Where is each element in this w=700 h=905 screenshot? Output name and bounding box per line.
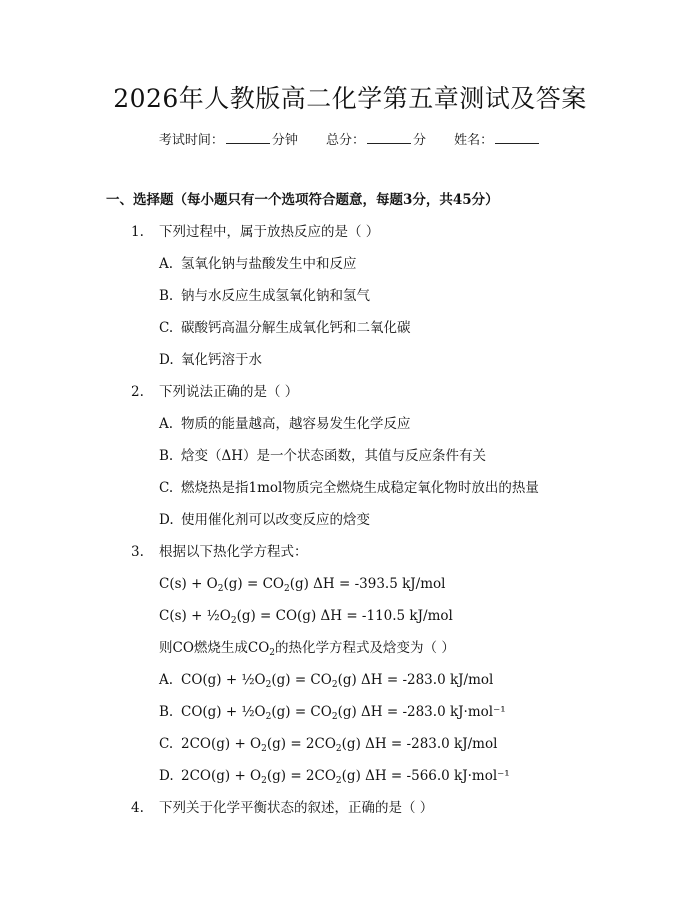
q3-option-a xyxy=(159,670,493,690)
q1-option-b xyxy=(159,286,370,306)
equation-part: (g) = 2CO xyxy=(266,768,336,784)
time-label: 考试时间： xyxy=(158,133,224,148)
ask-part: 则CO燃烧生成CO xyxy=(159,640,270,656)
equation-part: CO(g) + ½O xyxy=(181,672,266,688)
question-number: 2. xyxy=(131,384,144,400)
score-unit: 分 xyxy=(413,133,427,148)
equation-part: (g) = 2CO xyxy=(266,736,336,752)
equation-part: (g) ΔH = -283.0 kJ/mol xyxy=(337,672,494,688)
equation-part: C(s) + O xyxy=(159,576,218,592)
option-text: 氢氧化钠与盐酸发生中和反应 xyxy=(181,256,357,272)
q1-option-a xyxy=(159,254,357,274)
option-letter: C. xyxy=(159,480,174,496)
q3-equation-2 xyxy=(159,606,453,626)
equation-part: (g) = CO xyxy=(271,672,332,688)
question-stem: 根据以下热化学方程式： xyxy=(159,544,308,560)
subscript: 2 xyxy=(331,712,338,722)
time-blank xyxy=(226,131,270,144)
q3-option-d xyxy=(159,766,510,786)
equation-part: C(s) + ½O xyxy=(159,608,231,624)
question-number: 1. xyxy=(131,224,144,240)
question-3 xyxy=(131,542,308,562)
q3-option-c xyxy=(159,734,497,754)
exam-time xyxy=(159,131,298,151)
subscript: 2 xyxy=(335,744,342,754)
name-label: 姓名： xyxy=(454,133,494,148)
q2-option-a xyxy=(159,414,411,434)
equation-part: (g) ΔH = -566.0 kJ·mol⁻¹ xyxy=(341,768,510,784)
subscript: 2 xyxy=(331,680,338,690)
option-letter: B. xyxy=(159,288,174,304)
question-stem: 下列过程中，属于放热反应的是（ ） xyxy=(159,224,380,240)
equation-part: (g) ΔH = -283.0 kJ/mol xyxy=(341,736,498,752)
option-text: 物质的能量越高，越容易发生化学反应 xyxy=(181,416,411,432)
exam-score xyxy=(326,131,426,151)
option-letter: A. xyxy=(159,256,174,272)
equation-part: 2CO(g) + O xyxy=(181,768,262,784)
ask-part: 的热化学方程式及焓变为（ ） xyxy=(275,640,455,656)
subscript: 2 xyxy=(261,776,267,786)
equation-part: (g) = CO(g) ΔH = -110.5 kJ/mol xyxy=(236,608,453,624)
option-letter: D. xyxy=(159,352,174,368)
subscript: 2 xyxy=(335,776,342,786)
option-letter: C. xyxy=(159,320,174,336)
subscript: 2 xyxy=(217,584,224,594)
option-letter: C. xyxy=(159,736,174,752)
page-title: 2026年人教版高二化学第五章测试及答案 xyxy=(113,84,587,113)
subscript: 2 xyxy=(269,648,276,658)
exam-name xyxy=(454,131,541,151)
score-label: 总分： xyxy=(325,133,365,148)
score-blank xyxy=(367,131,411,144)
question-1 xyxy=(131,222,379,242)
q2-option-b xyxy=(159,446,486,466)
q2-option-c xyxy=(159,478,539,498)
option-letter: D. xyxy=(159,768,174,784)
option-text: 钠与水反应生成氢氧化钠和氢气 xyxy=(181,288,370,304)
equation-part: (g) ΔH = -393.5 kJ/mol xyxy=(289,576,446,592)
option-letter: A. xyxy=(159,416,174,432)
q2-option-d xyxy=(159,510,370,530)
q1-option-c xyxy=(159,318,411,338)
q3-option-b xyxy=(159,702,506,722)
option-text: 焓变（ΔH）是一个状态函数，其值与反应条件有关 xyxy=(181,448,487,464)
equation-part: (g) = CO xyxy=(271,704,332,720)
q1-option-d xyxy=(159,350,262,370)
option-letter: B. xyxy=(159,704,174,720)
equation-part: (g) ΔH = -283.0 kJ·mol⁻¹ xyxy=(337,704,506,720)
option-text: 燃烧热是指1mol物质完全燃烧生成稳定氧化物时放出的热量 xyxy=(181,480,539,496)
subscript: 2 xyxy=(230,616,237,626)
name-blank xyxy=(495,131,539,144)
q3-equation-1 xyxy=(159,574,445,594)
question-number: 3. xyxy=(131,544,144,560)
question-4 xyxy=(131,798,433,818)
exam-meta xyxy=(0,131,700,151)
option-text: 使用催化剂可以改变反应的焓变 xyxy=(181,512,370,528)
question-2 xyxy=(131,382,298,402)
option-letter: D. xyxy=(159,512,174,528)
section-heading: 一、选择题（每小题只有一个选项符合题意，每题3分，共45分） xyxy=(106,192,499,208)
time-unit: 分钟 xyxy=(271,133,298,148)
option-text: 氧化钙溶于水 xyxy=(181,352,262,368)
subscript: 2 xyxy=(265,680,272,690)
equation-part: CO(g) + ½O xyxy=(181,704,266,720)
q3-ask xyxy=(159,638,455,658)
equation-part: 2CO(g) + O xyxy=(181,736,262,752)
option-letter: A. xyxy=(159,672,174,688)
question-number: 4. xyxy=(131,800,144,816)
subscript: 2 xyxy=(261,744,267,754)
equation-part: (g) = CO xyxy=(223,576,284,592)
question-stem: 下列说法正确的是（ ） xyxy=(159,384,299,400)
option-text: 碳酸钙高温分解生成氧化钙和二氧化碳 xyxy=(181,320,411,336)
subscript: 2 xyxy=(265,712,272,722)
question-stem: 下列关于化学平衡状态的叙述，正确的是（ ） xyxy=(159,800,434,816)
subscript: 2 xyxy=(283,584,290,594)
option-letter: B. xyxy=(159,448,174,464)
